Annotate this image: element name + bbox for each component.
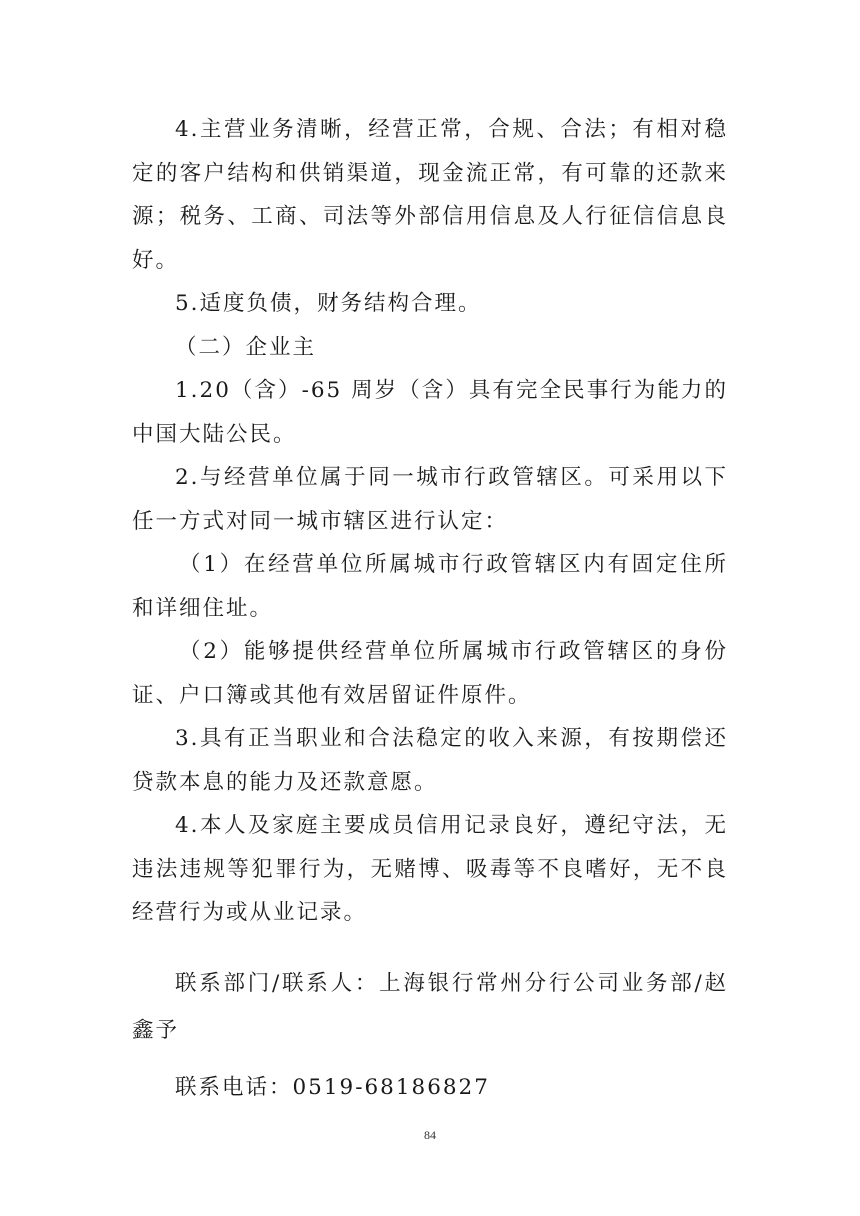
paragraph-jurisdiction-requirement: 2.与经营单位属于同一城市行政管辖区。可采用以下任一方式对同一城市辖区进行认定： bbox=[132, 465, 728, 534]
paragraph-business-requirement: 4.主营业务清晰，经营正常，合规、合法；有相对稳定的客户结构和供销渠道，现金流正常，有可靠的还款来源；税务、工商、司法等外部信用信息及人行征信信息良好。 bbox=[132, 117, 728, 273]
paragraph-income-requirement: 3.具有正当职业和合法稳定的收入来源，有按期偿还贷款本息的能力及还款意愿。 bbox=[132, 726, 728, 795]
contact-department: 联系部门/联系人：上海银行常州分行公司业务部/赵鑫予 bbox=[132, 971, 728, 1043]
body-text bbox=[132, 108, 728, 935]
paragraph-residence-option-1: （1）在经营单位所属城市行政管辖区内有固定住所和详细住址。 bbox=[132, 552, 728, 621]
page-number: 84 bbox=[424, 1128, 436, 1142]
paragraph-residence-option-2: （2）能够提供经营单位所属城市行政管辖区的身份证、户口簿或其他有效居留证件原件。 bbox=[132, 639, 728, 708]
contact-phone: 联系电话：0519-68186827 bbox=[175, 1075, 490, 1100]
paragraph-credit-requirement: 4.本人及家庭主要成员信用记录良好，遵纪守法，无违法违规等犯罪行为，无赌博、吸毒等不良嗜好，无不良经营行为或从业记录。 bbox=[132, 813, 728, 925]
section-heading-enterprise-owner: （二）企业主 bbox=[175, 334, 317, 360]
contact-info bbox=[132, 960, 728, 1111]
paragraph-debt-requirement: 5.适度负债，财务结构合理。 bbox=[175, 291, 482, 316]
paragraph-age-requirement: 1.20（含）-65 周岁（含）具有完全民事行为能力的中国大陆公民。 bbox=[132, 378, 728, 447]
